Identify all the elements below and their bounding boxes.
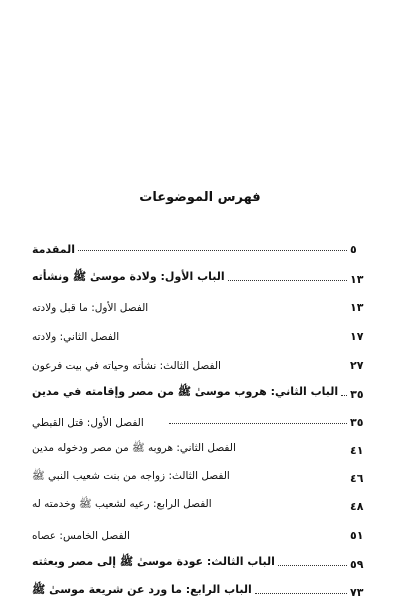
toc-entry xyxy=(32,236,368,256)
leader-gap xyxy=(237,507,347,508)
toc-entry-text: الفصل الأول: قتل القبطي xyxy=(32,417,144,429)
toc-entry xyxy=(32,522,368,542)
dot-leader xyxy=(228,279,347,281)
toc-entry-text: الفصل الثاني: ولادته xyxy=(32,331,120,343)
page-title: فهرس الموضوعات xyxy=(139,190,261,205)
toc-entry xyxy=(32,381,368,401)
toc-page-number: ٧٣ xyxy=(350,586,364,599)
toc-entry xyxy=(32,352,368,372)
toc-page-number: ١٣ xyxy=(350,273,364,286)
toc-page-number: ٥٩ xyxy=(350,558,364,571)
toc-page-number: ٤٨ xyxy=(350,500,364,513)
toc-page-number: ٤١ xyxy=(350,444,364,457)
toc-entry xyxy=(32,493,368,513)
toc-page-number: ١٧ xyxy=(350,330,364,343)
toc-entry-text: المقدمة xyxy=(32,243,76,256)
toc-entry xyxy=(32,323,368,343)
dot-leader xyxy=(255,592,347,594)
toc-entry xyxy=(32,579,368,599)
toc-entry xyxy=(32,266,368,286)
toc-entry-text: الباب الثاني: هروب موسىٰ ﷺ من مصر وإقامته في مدين xyxy=(32,385,339,398)
leader-gap xyxy=(261,451,347,452)
leader-gap xyxy=(144,337,347,338)
toc-page-number: ١٣ xyxy=(350,301,364,314)
toc-entry xyxy=(32,409,368,429)
dot-leader xyxy=(169,422,347,424)
toc-entry-text: الفصل الثالث: زواجه من بنت شعيب النبي ﷺ xyxy=(32,470,230,482)
leader-gap xyxy=(155,536,347,537)
toc-entry-text: الفصل الثالث: نشأته وحياته في بيت فرعون xyxy=(32,360,221,372)
toc-entry-text: الباب الرابع: ما ورد عن شريعة موسىٰ ﷺ xyxy=(32,583,252,596)
toc-page-number: ٣٥ xyxy=(350,416,364,429)
leader-gap xyxy=(246,366,347,367)
dot-leader xyxy=(278,564,347,566)
toc-page-number: ٥ xyxy=(350,243,357,256)
toc-entry-text: الباب الثالث: عودة موسىٰ ﷺ إلى مصر وبعثته xyxy=(32,555,275,568)
dot-leader xyxy=(341,394,347,396)
leader-gap xyxy=(173,308,347,309)
dot-leader xyxy=(78,249,347,251)
toc-page-number: ٤٦ xyxy=(350,472,364,485)
toc-entry xyxy=(32,551,368,571)
toc-page-number: ٣٥ xyxy=(350,388,364,401)
toc-entry-text: الفصل الثاني: هروبه ﷺ من مصر ودخوله مدين xyxy=(32,442,236,454)
toc-page-number: ٥١ xyxy=(350,529,364,542)
toc-entry-text: الفصل الأول: ما قبل ولادته xyxy=(32,302,149,314)
leader-gap xyxy=(255,479,347,480)
toc-entry xyxy=(32,437,368,457)
toc-entry xyxy=(32,294,368,314)
toc-entry xyxy=(32,465,368,485)
toc-entry-text: الفصل الرابع: رعيه لشعيب ﷺ وخدمته له xyxy=(32,498,212,510)
toc-page-number: ٢٧ xyxy=(350,359,364,372)
toc-entry-text: الفصل الخامس: عصاه xyxy=(32,530,130,542)
toc-entry-text: الباب الأول: ولادة موسىٰ ﷺ ونشأته xyxy=(32,270,225,283)
